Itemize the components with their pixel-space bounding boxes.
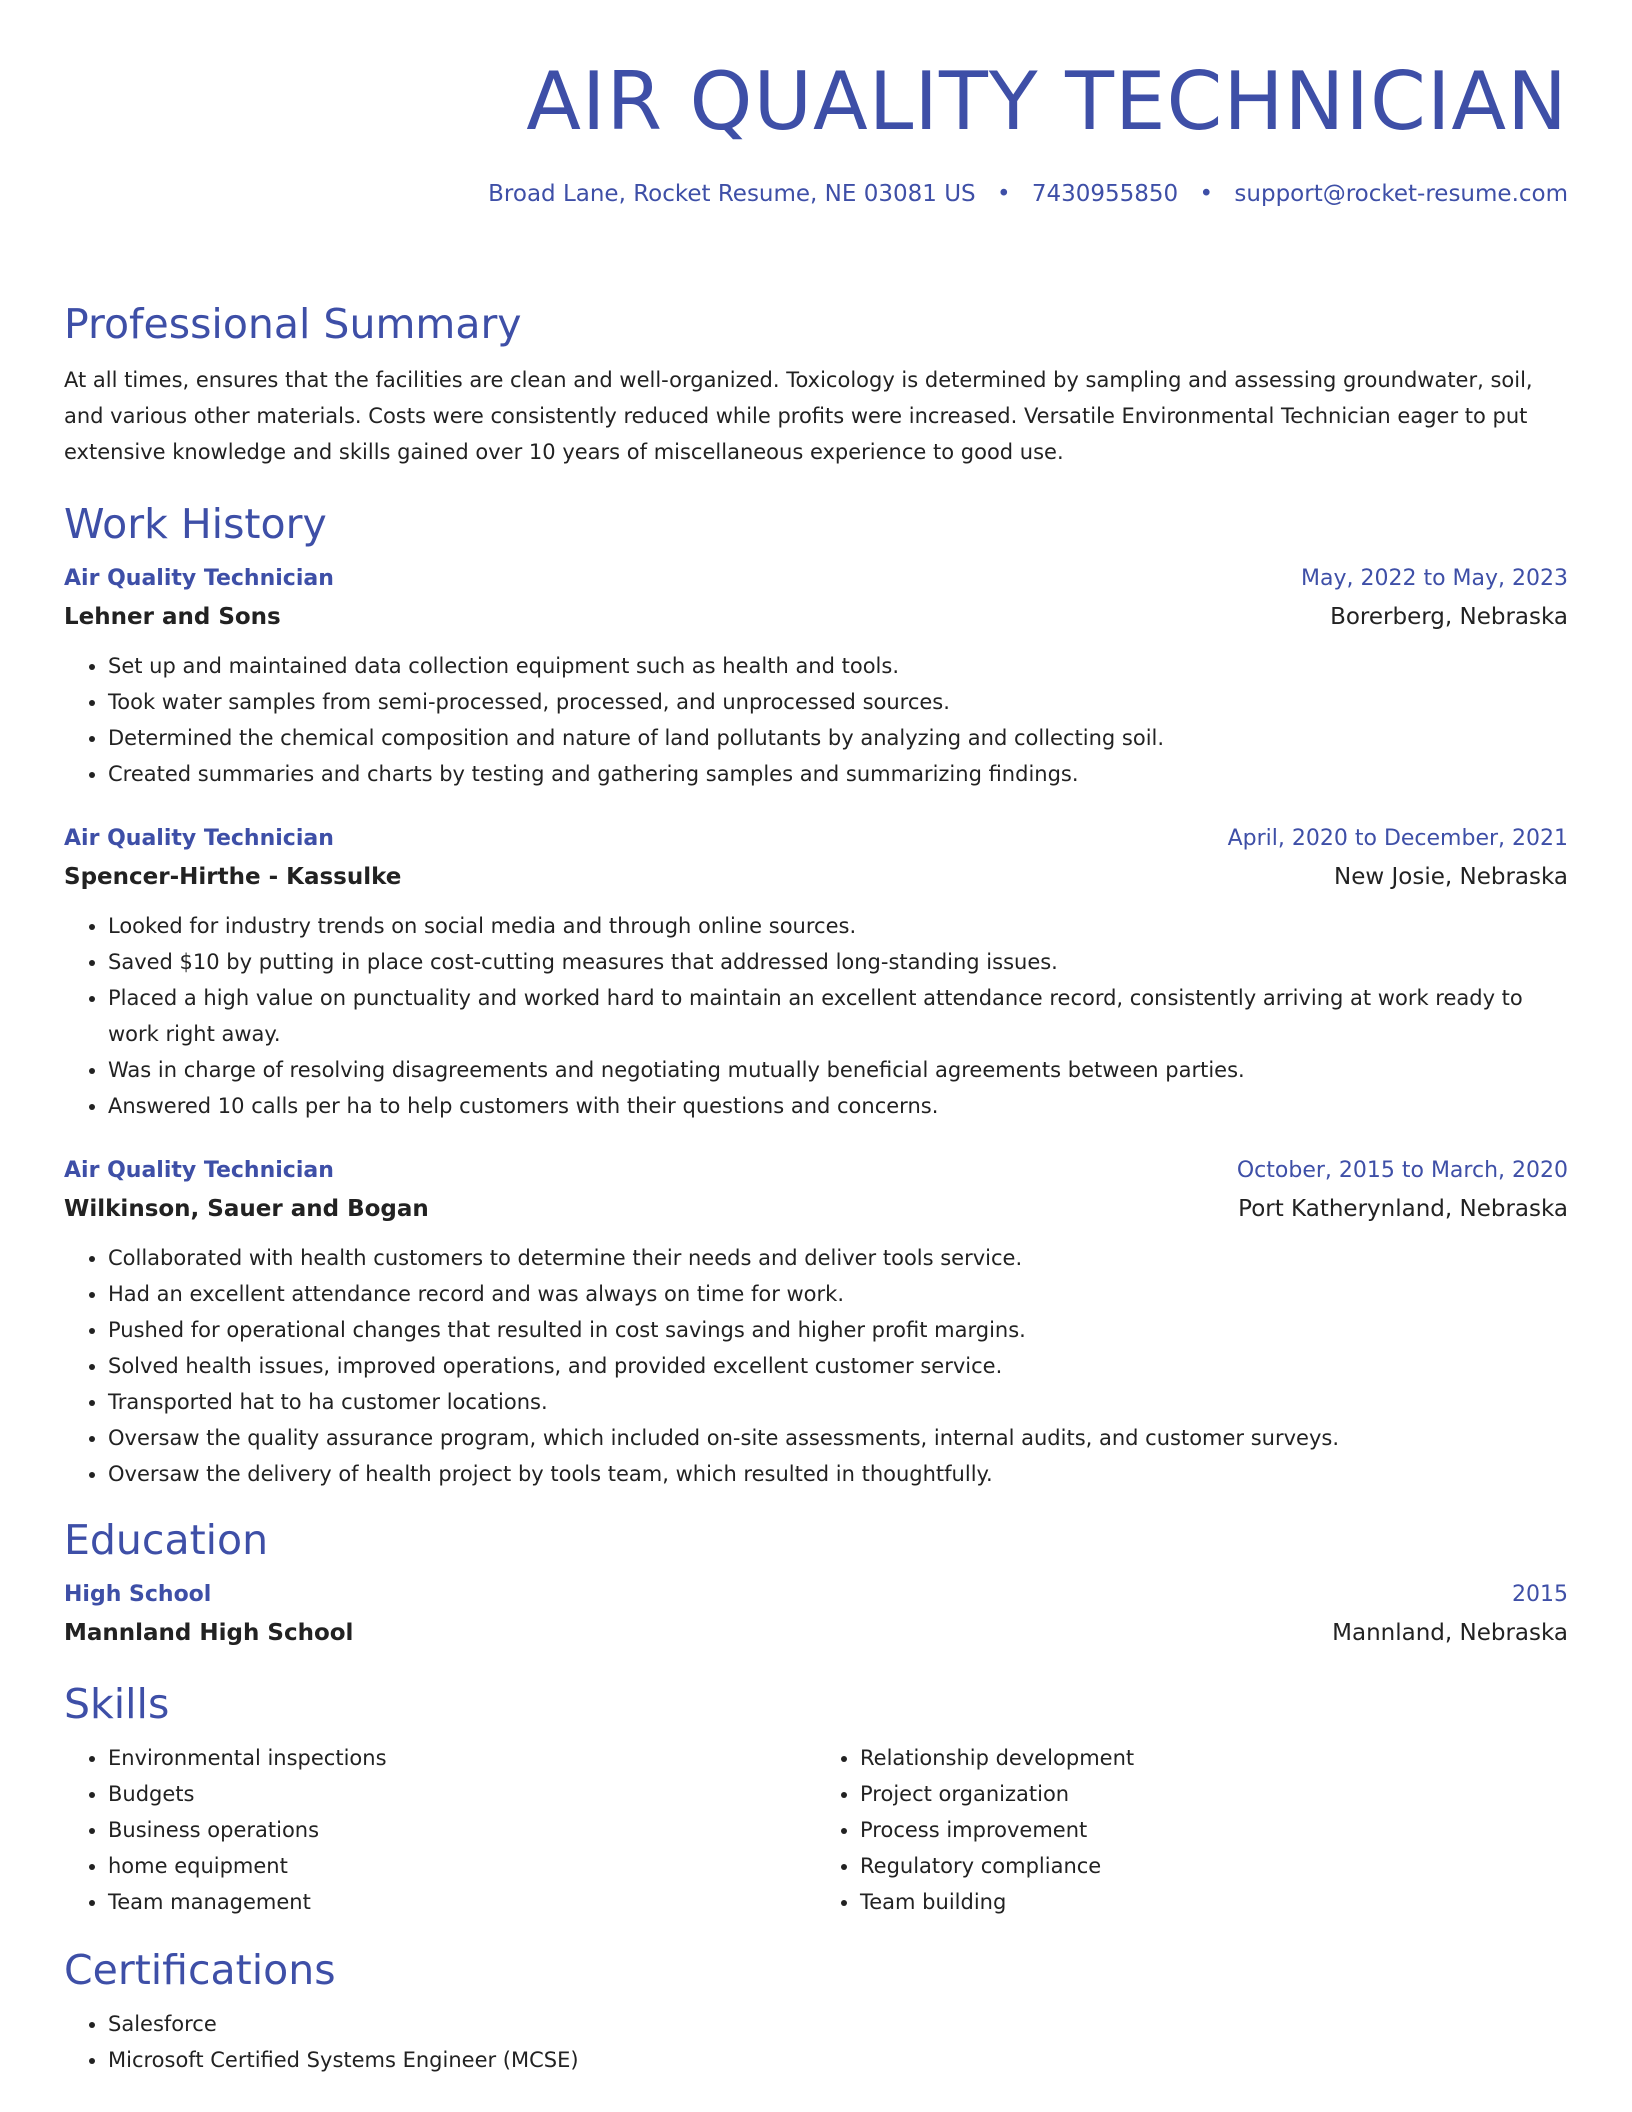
job-company-row xyxy=(64,1190,1568,1228)
job-dates: April, 2020 to December, 2021 xyxy=(1227,826,1568,851)
list-item: • Regulatory compliance xyxy=(860,1848,1568,1884)
education-degree: High School xyxy=(64,1582,212,1607)
education-year: 2015 xyxy=(1512,1582,1568,1607)
summary-section xyxy=(64,298,1568,470)
education-entry xyxy=(64,1576,1568,1652)
list-item: • Budgets xyxy=(108,1776,816,1812)
contact-line xyxy=(488,177,1568,211)
education-school-row xyxy=(64,1614,1568,1652)
list-item: • Created summaries and charts by testing and gathering samples and summarizing findings. xyxy=(108,756,1568,792)
summary-text: At all times, ensures that the facilities are clean and well-organized. Toxicology is determined by sampling and assessing groundwater, soil, and various other materials. Costs were consistently reduced while profits were increased. Versatile Environmental Technician eager to put extensive knowledge and skills gained over 10 years of miscellaneous experience to good use. xyxy=(64,368,1533,464)
contact-email[interactable]: support@rocket-resume.com xyxy=(1234,181,1568,207)
job-dates: May, 2022 to May, 2023 xyxy=(1301,566,1568,591)
section-title-work-history: Work History xyxy=(64,500,327,548)
list-item: • Pushed for operational changes that resulted in cost savings and higher profit margins. xyxy=(108,1312,1568,1348)
education-school: Mannland High School xyxy=(64,1620,354,1646)
job-company-row xyxy=(64,598,1568,636)
work-history-section xyxy=(64,498,1568,1492)
skills-section xyxy=(64,1678,1568,1920)
skills-grid xyxy=(64,1740,1568,1920)
list-item: • Solved health issues, improved operations, and provided excellent customer service. xyxy=(108,1348,1568,1384)
education-section xyxy=(64,1514,1568,1652)
job-title: Air Quality Technician xyxy=(64,826,334,851)
job-bullets xyxy=(64,1240,1568,1492)
contact-address: Broad Lane, Rocket Resume, NE 03081 US xyxy=(488,181,976,207)
list-item: • Answered 10 calls per ha to help customers with their questions and concerns. xyxy=(108,1088,1568,1124)
job-bullets xyxy=(64,908,1568,1124)
job-location: Port Katherynland, Nebraska xyxy=(1238,1196,1568,1222)
certifications-section xyxy=(64,1944,1568,2078)
education-location: Mannland, Nebraska xyxy=(1332,1620,1568,1646)
list-item: • Project organization xyxy=(860,1776,1568,1812)
job-entry xyxy=(64,1152,1568,1492)
job-bullets xyxy=(64,648,1568,792)
skills-list-right xyxy=(816,1740,1568,1920)
education-header-row xyxy=(64,1576,1568,1614)
list-item: • Was in charge of resolving disagreements and negotiating mutually beneficial agreements between parties. xyxy=(108,1052,1568,1088)
job-header-row xyxy=(64,560,1568,598)
job-header-row xyxy=(64,820,1568,858)
list-item: • Determined the chemical composition and nature of land pollutants by analyzing and collecting soil. xyxy=(108,720,1568,756)
resume-name: AIR QUALITY TECHNICIAN xyxy=(526,55,1568,148)
list-item: • Took water samples from semi-processed, processed, and unprocessed sources. xyxy=(108,684,1568,720)
list-item: • Collaborated with health customers to determine their needs and deliver tools service. xyxy=(108,1240,1568,1276)
section-title-summary: Professional Summary xyxy=(64,300,522,348)
list-item: • Placed a high value on punctuality and worked hard to maintain an excellent attendance record, consistently arriving at work ready to work right away. xyxy=(108,980,1568,1052)
list-item: • Oversaw the quality assurance program, which included on-site assessments, internal audits, and customer surveys. xyxy=(108,1420,1568,1456)
list-item: • Salesforce xyxy=(108,2006,1568,2042)
list-item: • Set up and maintained data collection equipment such as health and tools. xyxy=(108,648,1568,684)
list-item: • Microsoft Certified Systems Engineer (MCSE) xyxy=(108,2042,1568,2078)
list-item: • Relationship development xyxy=(860,1740,1568,1776)
job-dates: October, 2015 to March, 2020 xyxy=(1236,1158,1568,1183)
section-title-certifications: Certifications xyxy=(64,1946,336,1994)
job-header-row xyxy=(64,1152,1568,1190)
section-title-education: Education xyxy=(64,1516,269,1564)
list-item: • Team building xyxy=(860,1884,1568,1920)
certifications-list xyxy=(64,2006,1568,2078)
job-entry xyxy=(64,820,1568,1124)
list-item: • home equipment xyxy=(108,1848,816,1884)
section-title-skills: Skills xyxy=(64,1680,170,1728)
job-company-row xyxy=(64,858,1568,896)
contact-separator: • xyxy=(996,181,1011,207)
list-item: • Looked for industry trends on social media and through online sources. xyxy=(108,908,1568,944)
list-item: • Saved $10 by putting in place cost-cutting measures that addressed long-standing issues. xyxy=(108,944,1568,980)
job-entry xyxy=(64,560,1568,792)
list-item: • Team management xyxy=(108,1884,816,1920)
list-item: • Oversaw the delivery of health project by tools team, which resulted in thoughtfully. xyxy=(108,1456,1568,1492)
list-item: • Environmental inspections xyxy=(108,1740,816,1776)
list-item: • Business operations xyxy=(108,1812,816,1848)
job-location: New Josie, Nebraska xyxy=(1334,864,1568,890)
job-company: Wilkinson, Sauer and Bogan xyxy=(64,1196,429,1222)
job-company: Lehner and Sons xyxy=(64,604,281,630)
list-item: • Had an excellent attendance record and was always on time for work. xyxy=(108,1276,1568,1312)
contact-separator: • xyxy=(1199,181,1214,207)
list-item: • Transported hat to ha customer locations. xyxy=(108,1384,1568,1420)
job-title: Air Quality Technician xyxy=(64,1158,334,1183)
job-company: Spencer-Hirthe - Kassulke xyxy=(64,864,402,890)
skills-list-left xyxy=(64,1740,816,1920)
job-title: Air Quality Technician xyxy=(64,566,334,591)
job-location: Borerberg, Nebraska xyxy=(1330,604,1568,630)
contact-phone: 7430955850 xyxy=(1031,181,1179,207)
list-item: • Process improvement xyxy=(860,1812,1568,1848)
